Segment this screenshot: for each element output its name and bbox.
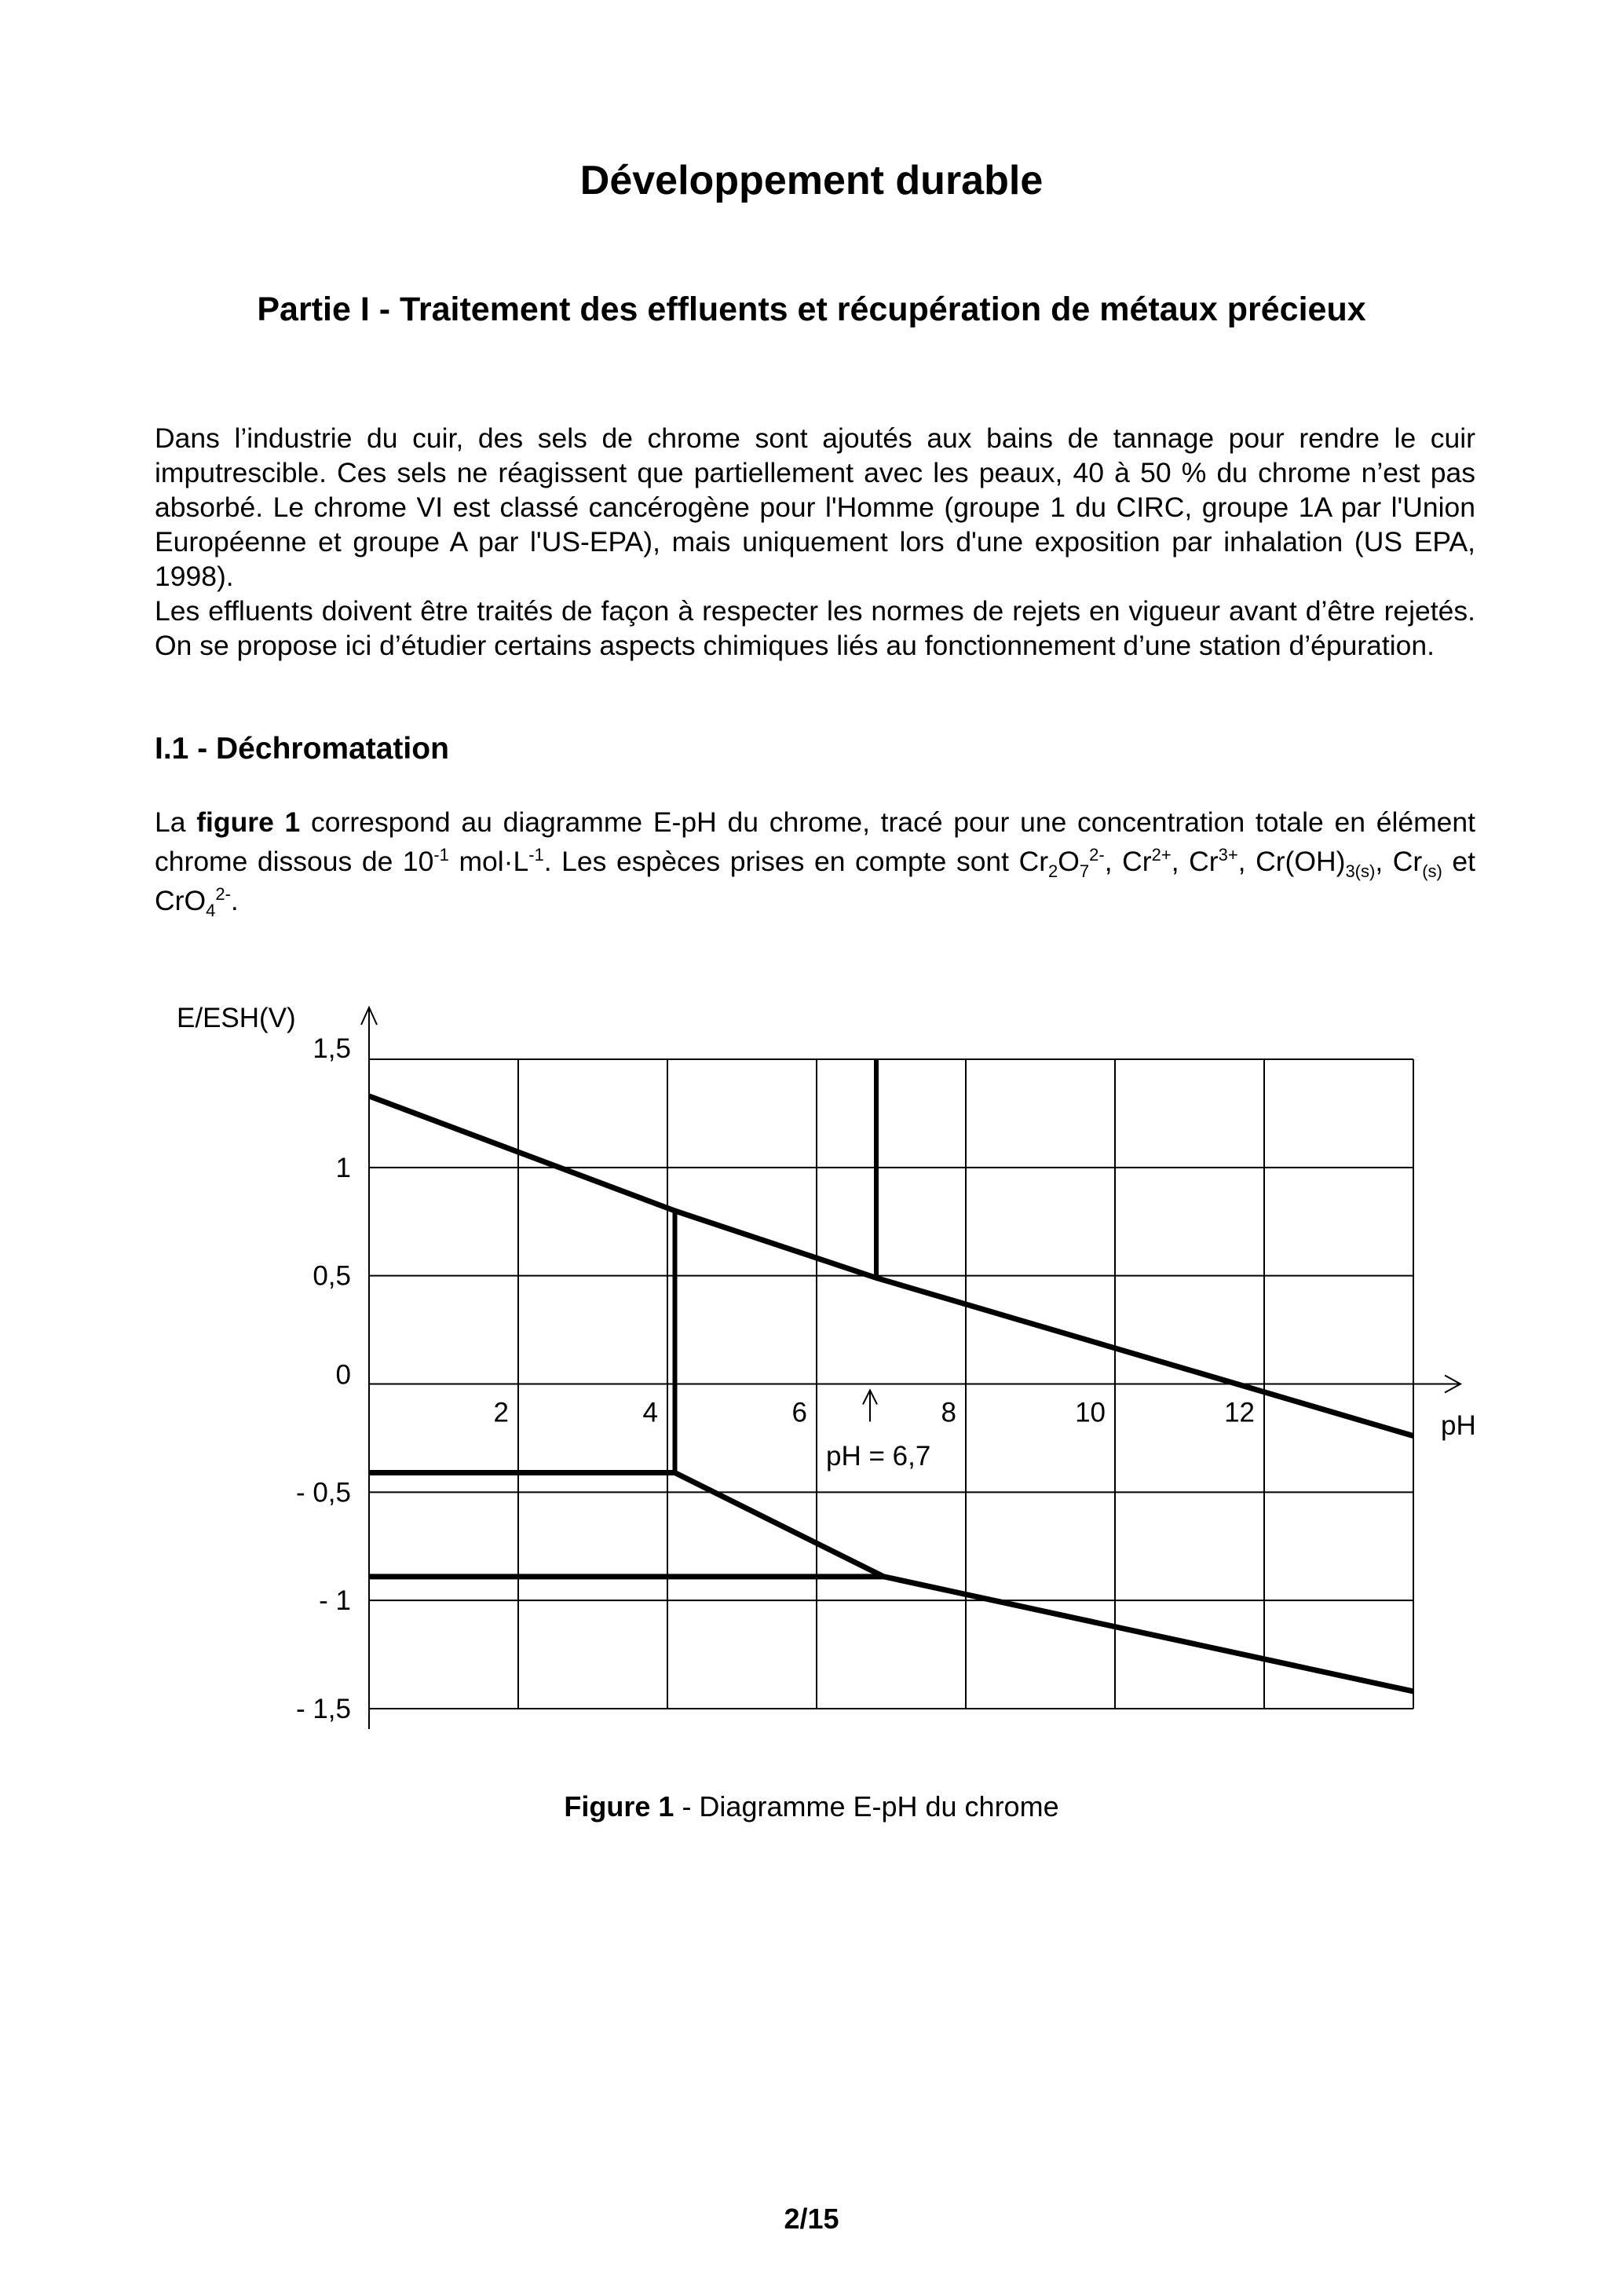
series-line-upper-boundary (369, 1096, 1413, 1436)
y-tick-label: - 0,5 (295, 1477, 351, 1508)
chart-labels (177, 1003, 1476, 1724)
section-paragraph: La figure 1 correspond au diagramme E-pH du chrome, tracé pour une concentration totale en élément chrome dissous de $10^{-1}$ $mol\cdot L^{-1}$. Les espèces prises en compte sont $Cr_2O_7^{2-}$, $Cr^{2+}$, $Cr^{3+}$, $Cr(OH)_{3(s)}$, $Cr_{(s)}$ et CrO$_4^{2-}$. (155, 806, 1476, 921)
y-tick-label: 1,5 (313, 1033, 351, 1064)
y-tick-label: - 1,5 (295, 1694, 351, 1724)
series-line-Cr2+-Cr3+-lower (369, 1473, 1413, 1691)
x-tick-label: 2 (493, 1397, 509, 1428)
x-tick-label: 10 (1075, 1397, 1106, 1428)
chart-series (369, 1059, 1413, 1691)
page-number: 2/15 (784, 2203, 839, 2235)
x-tick-label: 6 (791, 1397, 807, 1428)
y-tick-label: 1 (335, 1152, 351, 1183)
x-tick-label: 8 (941, 1397, 956, 1428)
section-heading: I.1 - Déchromatation (155, 732, 449, 766)
x-tick-label: 4 (642, 1397, 658, 1428)
y-tick-label: - 1 (319, 1585, 351, 1617)
x-tick-label: 12 (1224, 1397, 1255, 1428)
intro-paragraph-2: Les effluents doivent être traités de façon à respecter les normes de rejets en vigueur avant d’être rejetés. On se propose ici d’étudier certains aspects chimiques liés au fonctionnement d’une station d’épuration. (155, 595, 1475, 661)
figure-caption: Figure 1 - Diagramme E-pH du chrome (564, 1790, 1059, 1823)
y-tick-label: 0 (335, 1359, 351, 1391)
page-title: Développement durable (579, 158, 1044, 203)
y-axis-label: E/ESH(V) (177, 1003, 296, 1033)
x-axis-label: pH (1441, 1410, 1476, 1441)
part-title: Partie I - Traitement des effluents et récupération de métaux précieux (257, 291, 1366, 328)
annotation-label: pH = 6,7 (826, 1441, 931, 1472)
chart-axes (361, 1007, 1460, 1729)
intro-paragraph-1: Dans l’industrie du cuir, des sels de chrome sont ajoutés aux bains de tannage pour rendre le cuir imputrescible. Ces sels ne réagissent que partiellement avec les peaux, 40 à 50 % du chrome n’est pas absorbé. Le chrome VI est classé cancérogène pour l'Homme (groupe 1 du CIRC, groupe 1A par l'Union Européenne et groupe A par l'US-EPA), mais uniquement lors d'une exposition par inhalation (US EPA, 1998). (155, 422, 1475, 592)
y-tick-label: 0,5 (313, 1260, 351, 1292)
